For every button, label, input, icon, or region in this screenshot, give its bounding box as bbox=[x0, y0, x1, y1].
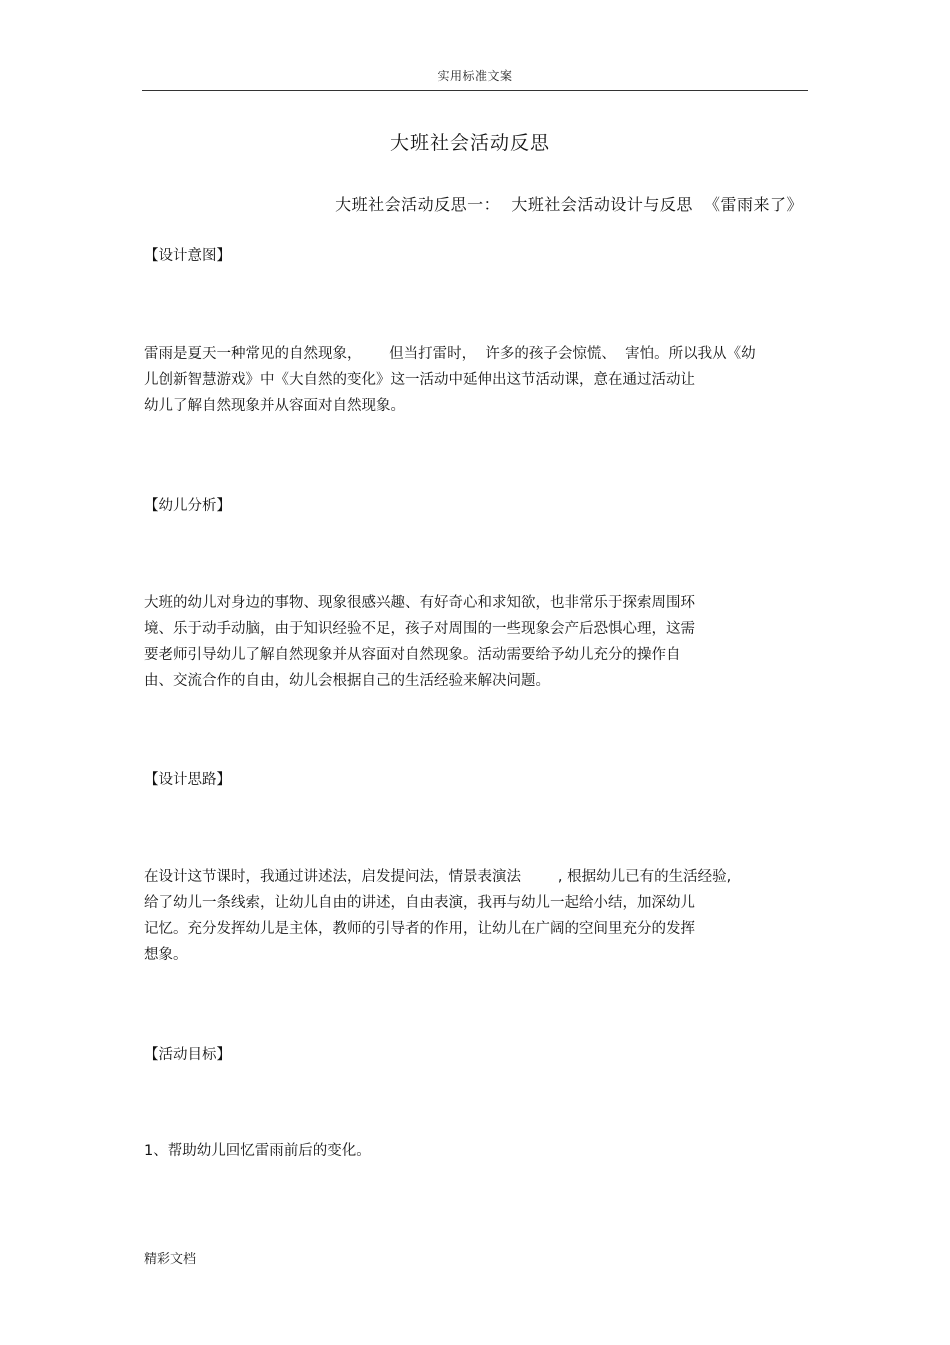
section-heading-child-analysis: 【幼儿分析】 bbox=[144, 498, 231, 514]
paragraph-line: 要老师引导幼儿了解自然现象并从容面对自然现象。活动需要给予幼儿充分的操作自 bbox=[144, 647, 681, 663]
paragraph-line: 在设计这节课时，我通过讲述法，启发提问法，情景表演法 , 根据幼儿已有的生活经验, bbox=[144, 869, 732, 885]
section-heading-design-intent: 【设计意图】 bbox=[144, 248, 231, 264]
paragraph-line: 境、乐于动手动脑，由于知识经验不足，孩子对周围的一些现象会产后恐惧心理，这需 bbox=[144, 621, 695, 637]
section-paragraph-child-analysis bbox=[144, 590, 808, 694]
footer-text: 精彩文档 bbox=[144, 1252, 197, 1267]
document-title: 大班社会活动反思 bbox=[389, 132, 550, 154]
running-head: 实用标准文案 bbox=[437, 69, 513, 83]
paragraph-line: 儿创新智慧游戏》中《大自然的变化》这一活动中延伸出这节活动课，意在通过活动让 bbox=[144, 372, 695, 388]
header-rule bbox=[142, 90, 808, 91]
paragraph-line: 1、帮助幼儿回忆雷雨前后的变化。 bbox=[144, 1143, 371, 1159]
section-heading-activity-goals: 【活动目标】 bbox=[144, 1047, 231, 1063]
section-paragraph-activity-goals bbox=[144, 1138, 808, 1164]
paragraph-line: 由、交流合作的自由，幼儿会根据自己的生活经验来解决问题。 bbox=[144, 673, 550, 689]
section-heading-design-approach: 【设计思路】 bbox=[144, 772, 231, 788]
paragraph-line: 记忆。充分发挥幼儿是主体，教师的引导者的作用，让幼儿在广阔的空间里充分的发挥 bbox=[144, 921, 695, 937]
document-subtitle: 大班社会活动反思一： 大班社会活动设计与反思 《雷雨来了》 bbox=[335, 195, 803, 214]
paragraph-line: 雷雨是夏天一种常见的自然现象， 但当打雷时， 许多的孩子会惊慌、 害怕。所以我从《幼 bbox=[144, 346, 756, 362]
section-paragraph-design-approach bbox=[144, 864, 808, 968]
section-paragraph-design-intent bbox=[144, 341, 808, 419]
paragraph-line: 大班的幼儿对身边的事物、现象很感兴趣、有好奇心和求知欲，也非常乐于探索周围环 bbox=[144, 595, 695, 611]
paragraph-line: 幼儿了解自然现象并从容面对自然现象。 bbox=[144, 398, 405, 414]
paragraph-line: 想象。 bbox=[144, 947, 188, 963]
paragraph-line: 给了幼儿一条线索，让幼儿自由的讲述，自由表演，我再与幼儿一起给小结，加深幼儿 bbox=[144, 895, 695, 911]
